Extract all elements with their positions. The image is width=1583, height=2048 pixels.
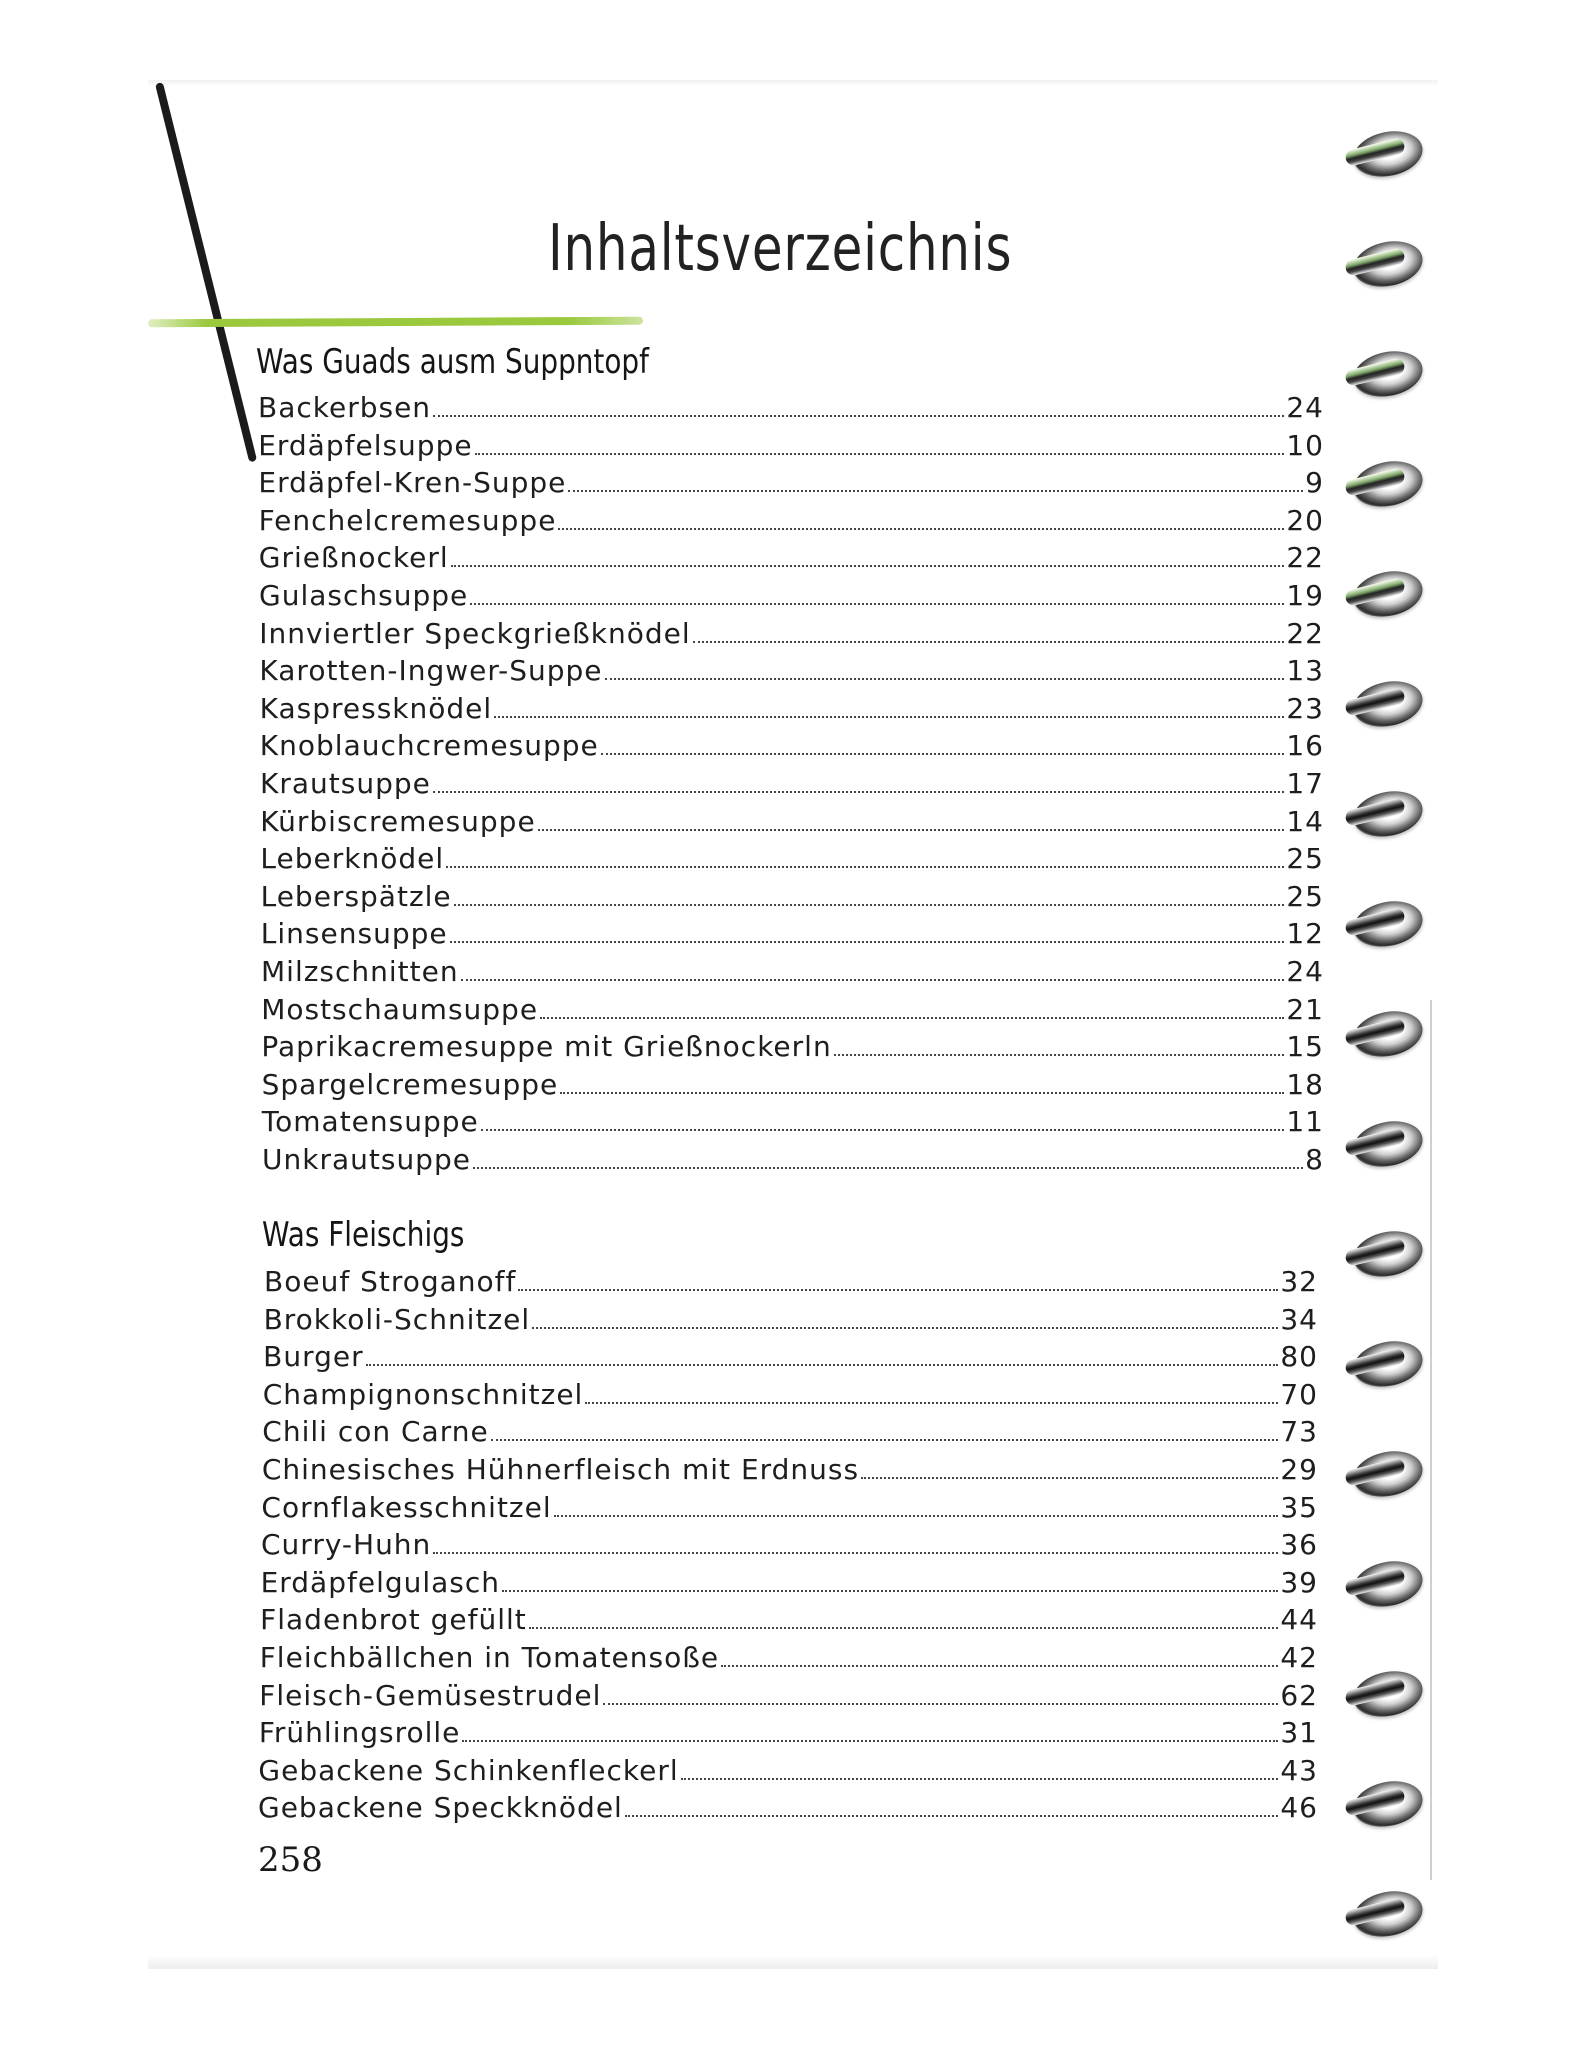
toc-entry	[260, 1602, 1318, 1638]
toc-entry	[262, 1104, 1324, 1140]
toc-entry-page: 24	[1286, 391, 1324, 424]
toc-entry-page: 12	[1286, 917, 1324, 951]
section-heading: Was Guads ausm Suppntopf	[256, 342, 649, 382]
spiral-coil	[1345, 450, 1435, 518]
toc-leader-dots	[451, 565, 1285, 567]
toc-entry-title: Cornflakesschnitzel	[261, 1490, 552, 1524]
page-bottom-shadow	[148, 1955, 1438, 1969]
spiral-coil	[1345, 120, 1435, 188]
toc-entry	[258, 1753, 1318, 1789]
toc-entry-title: Innviertler Speckgrießknödel	[259, 616, 691, 650]
toc-entry-title: Mostschaumsuppe	[261, 992, 539, 1026]
spiral-coil	[1345, 340, 1435, 408]
toc-entry-page: 39	[1280, 1565, 1318, 1599]
toc-leader-dots	[603, 1703, 1278, 1705]
toc-entry-title: Kaspressknödel	[259, 691, 493, 725]
spiral-coil	[1345, 780, 1435, 848]
toc-entry-title: Chili con Carne	[262, 1415, 489, 1449]
toc-entry-title: Linsensuppe	[260, 917, 448, 951]
toc-leader-dots	[470, 603, 1284, 605]
toc-entry	[259, 616, 1324, 652]
toc-entry-page: 17	[1286, 767, 1324, 800]
page-number: 258	[258, 1840, 323, 1880]
toc-entry-page: 34	[1280, 1302, 1318, 1336]
toc-leader-dots	[502, 1590, 1278, 1592]
toc-leader-dots	[462, 1740, 1278, 1742]
toc-entry-page: 14	[1286, 804, 1324, 838]
toc-leader-dots	[481, 1129, 1285, 1131]
toc-leader-dots	[433, 1552, 1278, 1554]
toc-leader-dots	[518, 1289, 1278, 1291]
toc-entry-page: 73	[1280, 1415, 1318, 1449]
toc-entry-title: Unkrautsuppe	[262, 1143, 471, 1176]
toc-entry-title: Milzschnitten	[261, 955, 459, 988]
toc-entry-title: Krautsuppe	[260, 767, 431, 800]
toc-entry-page: 44	[1280, 1603, 1318, 1637]
toc-entry	[261, 1565, 1318, 1601]
toc-entry	[259, 653, 1324, 689]
toc-leader-dots	[681, 1778, 1279, 1780]
toc-entry-page: 25	[1286, 842, 1324, 876]
toc-leader-dots	[554, 1515, 1279, 1517]
spiral-coil	[1345, 1110, 1435, 1178]
toc-entry	[260, 804, 1324, 840]
toc-leader-dots	[532, 1327, 1278, 1329]
toc-entry	[261, 954, 1324, 990]
toc-entry	[259, 578, 1324, 614]
toc-entry-page: 19	[1286, 579, 1324, 612]
toc-entry-title: Curry-Huhn	[261, 1528, 432, 1562]
spiral-coil	[1345, 1880, 1435, 1948]
toc-entry-page: 25	[1286, 879, 1324, 913]
toc-entry-title: Backerbsen	[258, 391, 432, 424]
toc-entry-page: 70	[1280, 1377, 1318, 1411]
page-top-shadow	[148, 80, 1438, 86]
toc-entry	[260, 691, 1324, 727]
section-heading: Was Fleischigs	[262, 1215, 465, 1255]
toc-entry	[261, 992, 1324, 1028]
toc-entry	[260, 1640, 1318, 1676]
toc-entry-page: 23	[1286, 691, 1324, 725]
toc-entry-page: 22	[1286, 541, 1324, 575]
toc-leader-dots	[861, 1477, 1278, 1479]
spiral-coil	[1345, 890, 1435, 958]
toc-entry-title: Knoblauchcremesuppe	[259, 729, 599, 763]
toc-entry	[263, 1339, 1318, 1375]
toc-entry-title: Gebackene Speckknödel	[258, 1791, 623, 1825]
toc-entry	[263, 1377, 1318, 1413]
spiral-coil	[1345, 230, 1435, 298]
toc-entry	[261, 879, 1324, 915]
toc-entry	[261, 1527, 1318, 1563]
toc-entry-page: 24	[1286, 955, 1324, 988]
toc-leader-dots	[601, 753, 1285, 755]
toc-entry	[260, 728, 1324, 764]
spiral-coil	[1345, 1550, 1435, 1618]
spiral-coil	[1345, 1330, 1435, 1398]
toc-entry-page: 8	[1305, 1143, 1324, 1176]
toc-entry-title: Brokkoli-Schnitzel	[263, 1302, 531, 1336]
toc-entry	[259, 1715, 1318, 1751]
toc-leader-dots	[454, 904, 1285, 906]
toc-leader-dots	[366, 1364, 1279, 1366]
toc-entry-page: 11	[1286, 1105, 1324, 1139]
toc-leader-dots	[585, 1402, 1278, 1404]
toc-leader-dots	[461, 979, 1285, 981]
toc-entry	[261, 1490, 1318, 1526]
toc-leader-dots	[568, 490, 1303, 492]
toc-entry-page: 9	[1305, 466, 1324, 500]
toc-leader-dots	[558, 528, 1284, 530]
toc-entry-page: 62	[1280, 1678, 1318, 1712]
toc-entry	[264, 1302, 1318, 1338]
toc-entry-title: Leberspätzle	[260, 879, 452, 913]
toc-entry-title: Erdäpfelsuppe	[258, 428, 473, 462]
toc-leader-dots	[560, 1092, 1284, 1094]
toc-entry-page: 29	[1280, 1453, 1318, 1486]
toc-entry	[258, 428, 1324, 464]
toc-entry-title: Spargelcremesuppe	[261, 1067, 559, 1101]
spiral-coil	[1345, 670, 1435, 738]
toc-entry	[262, 1414, 1318, 1450]
toc-entry-title: Kürbiscremesuppe	[260, 804, 536, 838]
toc-leader-dots	[491, 1439, 1279, 1441]
toc-entry	[258, 390, 1324, 426]
page-edge-line	[1430, 1000, 1432, 1880]
toc-entry	[262, 1452, 1318, 1488]
toc-entry-page: 43	[1280, 1753, 1318, 1787]
spiral-coil	[1345, 1440, 1435, 1508]
toc-entry-title: Erdäpfel-Kren-Suppe	[258, 466, 567, 500]
toc-entry-page: 42	[1280, 1641, 1318, 1674]
toc-entry-page: 31	[1280, 1716, 1318, 1750]
toc-leader-dots	[475, 453, 1285, 455]
toc-entry-page: 18	[1286, 1067, 1324, 1101]
spiral-coil	[1345, 1220, 1435, 1288]
toc-entry-page: 46	[1280, 1791, 1318, 1825]
spiral-coil	[1345, 1000, 1435, 1068]
toc-entry	[262, 1067, 1324, 1103]
spiral-coil	[1345, 1770, 1435, 1838]
toc-entry-title: Karotten-Ingwer-Suppe	[259, 654, 603, 688]
toc-entry	[259, 540, 1324, 576]
toc-leader-dots	[450, 941, 1285, 943]
toc-entry-title: Champignonschnitzel	[262, 1377, 584, 1411]
toc-entry-title: Paprikacremesuppe mit Grießnockerln	[261, 1030, 832, 1064]
toc-entry-page: 10	[1286, 428, 1324, 462]
spiral-coil	[1345, 560, 1435, 628]
toc-leader-dots	[834, 1054, 1285, 1056]
toc-leader-dots	[473, 1167, 1303, 1169]
toc-leader-dots	[529, 1627, 1279, 1629]
toc-entry	[260, 766, 1324, 802]
toc-entry-page: 35	[1280, 1490, 1318, 1524]
toc-leader-dots	[605, 678, 1285, 680]
toc-entry-title: Burger	[263, 1340, 364, 1374]
toc-entry-page: 22	[1286, 616, 1324, 650]
toc-entry-title: Fleichbällchen in Tomatensoße	[259, 1641, 720, 1674]
page-title: Inhaltsverzeichnis	[548, 212, 1013, 286]
toc-leader-dots	[540, 1017, 1284, 1019]
spiral-coil	[1345, 1660, 1435, 1728]
toc-entry-page: 21	[1286, 992, 1324, 1026]
toc-entry-page: 13	[1286, 654, 1324, 688]
toc-entry	[261, 1029, 1324, 1065]
toc-entry-title: Fladenbrot gefüllt	[260, 1603, 527, 1637]
toc-entry	[258, 1790, 1318, 1826]
toc-entry	[259, 503, 1324, 539]
toc-leader-dots	[721, 1665, 1278, 1667]
toc-entry-title: Leberknödel	[260, 842, 445, 876]
toc-entry-title: Erdäpfelgulasch	[260, 1565, 501, 1599]
toc-entry-title: Fenchelcremesuppe	[258, 503, 557, 537]
toc-entry-page: 20	[1286, 503, 1324, 537]
toc-entry	[258, 465, 1324, 501]
toc-leader-dots	[625, 1815, 1279, 1817]
toc-leader-dots	[433, 415, 1284, 417]
toc-entry	[261, 916, 1324, 952]
toc-leader-dots	[433, 791, 1284, 793]
toc-entry-title: Fleisch-Gemüsestrudel	[259, 1678, 602, 1712]
toc-leader-dots	[693, 641, 1285, 643]
toc-entry-title: Gulaschsuppe	[259, 579, 469, 612]
toc-entry-title: Grießnockerl	[258, 541, 449, 575]
toc-entry-title: Frühlingsrolle	[258, 1716, 461, 1750]
toc-entry-title: Chinesisches Hühnerfleisch mit Erdnuss	[261, 1453, 860, 1486]
toc-entry	[262, 1142, 1324, 1178]
toc-entry-title: Tomatensuppe	[261, 1105, 479, 1139]
toc-entry	[264, 1264, 1318, 1300]
toc-leader-dots	[538, 829, 1285, 831]
toc-entry-page: 32	[1280, 1265, 1318, 1298]
toc-leader-dots	[446, 866, 1284, 868]
toc-entry	[260, 841, 1324, 877]
toc-entry-page: 15	[1286, 1030, 1324, 1064]
toc-leader-dots	[494, 716, 1284, 718]
toc-entry-page: 36	[1280, 1528, 1318, 1562]
toc-entry	[259, 1678, 1318, 1714]
toc-entry-title: Boeuf Stroganoff	[264, 1265, 517, 1298]
toc-entry-title: Gebackene Schinkenfleckerl	[258, 1753, 679, 1787]
toc-entry-page: 80	[1280, 1340, 1318, 1374]
toc-entry-page: 16	[1286, 729, 1324, 763]
